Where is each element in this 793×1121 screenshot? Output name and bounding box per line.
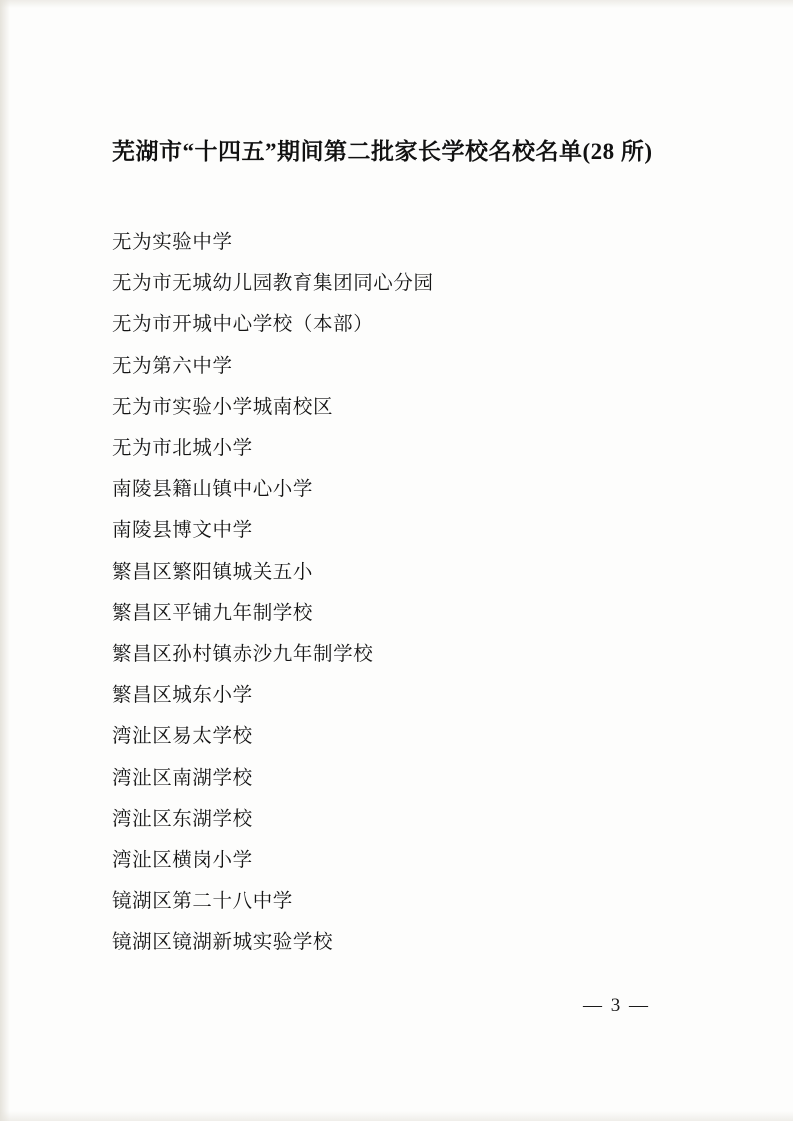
list-item: 繁昌区平铺九年制学校 [112,602,314,624]
page-title: 芜湖市“十四五”期间第二批家长学校名校名单(28 所) [112,139,653,164]
list-item: 无为市实验小学城南校区 [112,396,334,418]
list-item: 无为市北城小学 [112,438,253,460]
list-item: 湾沚区易太学校 [112,726,253,748]
list-item: 湾沚区横岗小学 [112,850,253,872]
page-number-text: — 3 — [583,995,650,1016]
page-edge-shadow-top [0,0,793,8]
list-item: 镜湖区镜湖新城实验学校 [112,932,334,954]
list-item: 南陵县博文中学 [112,520,253,542]
list-item: 湾沚区南湖学校 [112,767,253,789]
school-name-list [112,222,712,964]
list-item: 湾沚区东湖学校 [112,808,253,830]
list-item: 镜湖区第二十八中学 [112,891,293,913]
list-item: 繁昌区孙村镇赤沙九年制学校 [112,644,374,666]
page-number [0,995,793,1017]
page-edge-shadow-bottom [0,1111,793,1121]
list-item: 无为市无城幼儿园教育集团同心分园 [112,273,434,295]
page-edge-shadow-left [0,0,10,1121]
list-item: 无为实验中学 [112,232,233,253]
list-item: 无为市开城中心学校（本部） [112,314,374,336]
list-item: 繁昌区城东小学 [112,685,253,707]
list-item: 南陵县籍山镇中心小学 [112,479,314,501]
list-item: 无为第六中学 [112,355,233,377]
list-item: 繁昌区繁阳镇城关五小 [112,561,314,583]
